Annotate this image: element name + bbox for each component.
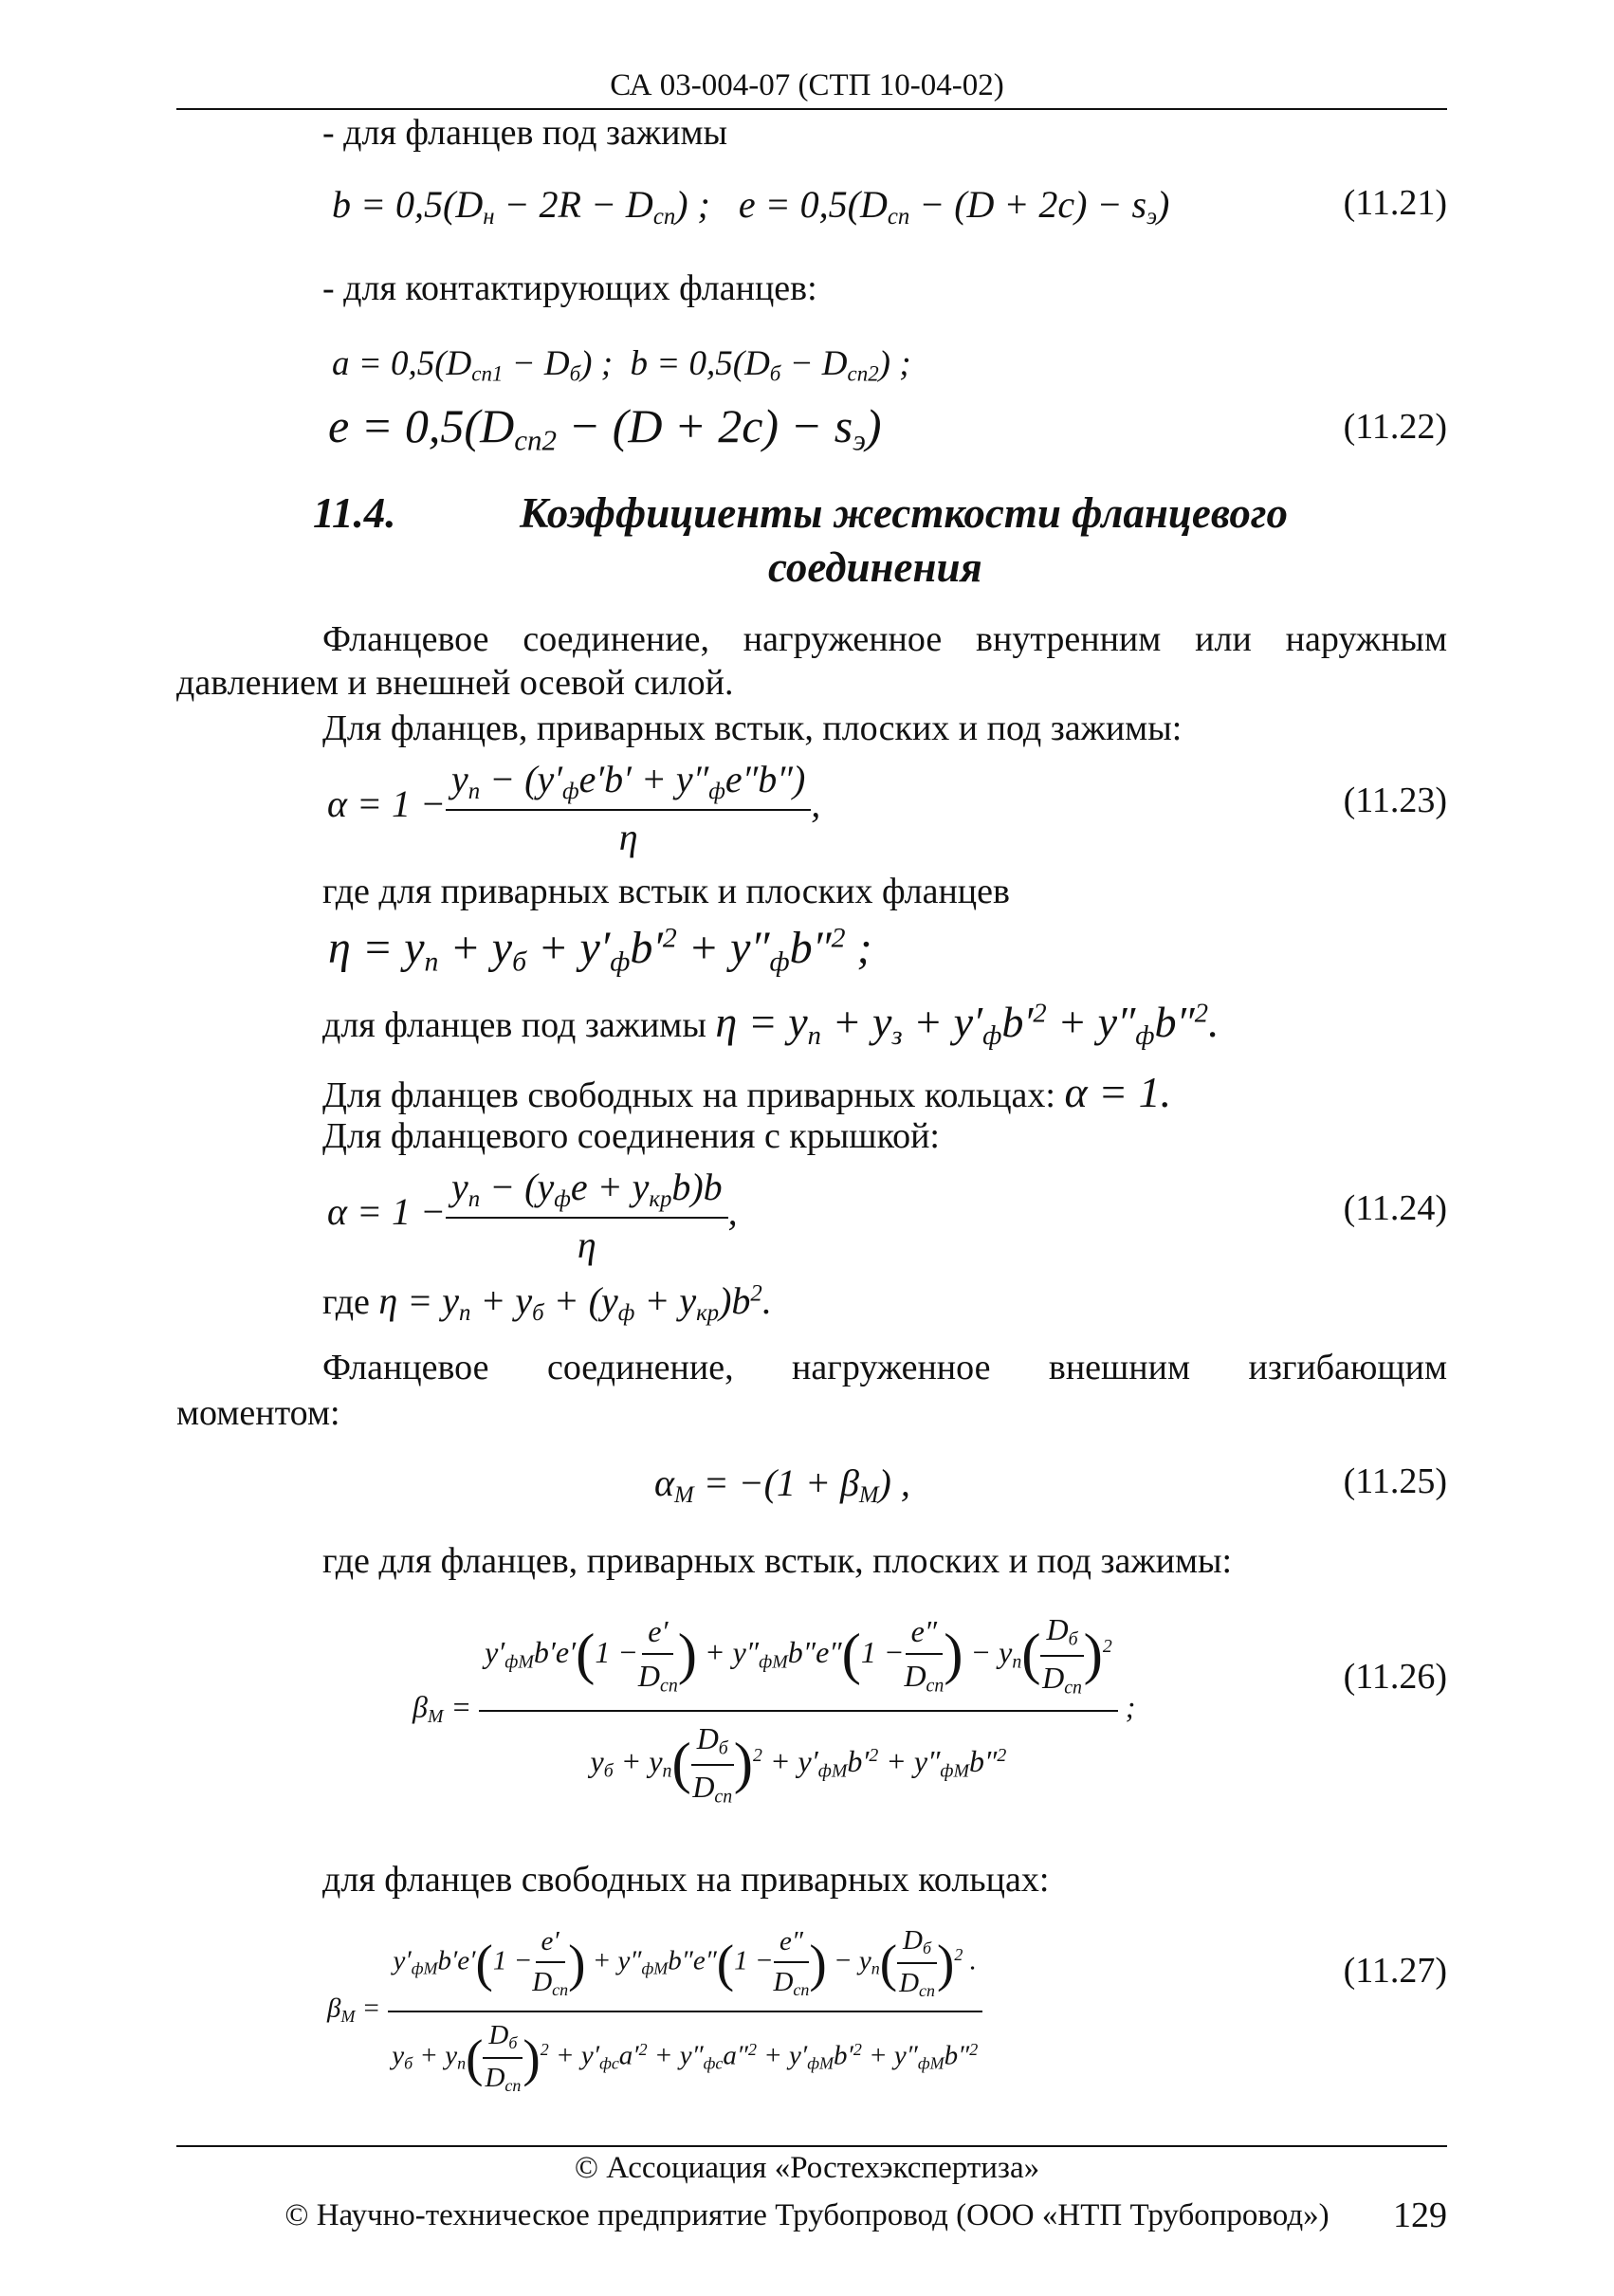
equation-number-11-21: (11.21) — [1343, 183, 1447, 223]
header-rule — [176, 108, 1447, 110]
equation-number-11-24: (11.24) — [1343, 1188, 1447, 1228]
paragraph-1-line1: Фланцевое соединение, нагруженное внутренним или наружным — [322, 619, 1447, 659]
equation-eta-clamp: $\eta = y_п + y_з + y'_фb'^2 + y''_фb''^2$. — [715, 998, 1220, 1051]
paragraph-4-text: для фланцев под зажимы — [322, 1005, 706, 1045]
footer-line-1: © Ассоциация «Ростехэкспертиза» — [574, 2151, 1040, 2185]
paragraph-8-line2: моментом: — [176, 1393, 340, 1433]
paragraph-5 — [322, 1066, 1171, 1118]
equation-number-11-27: (11.27) — [1343, 1951, 1447, 1991]
page-number: 129 — [1393, 2195, 1447, 2235]
equation-number-11-23: (11.23) — [1343, 781, 1447, 820]
footer-line-2: © Научно-техническое предприятие Трубопровод (ООО «НТП Трубопровод») — [284, 2198, 1330, 2232]
footer-rule — [176, 2145, 1447, 2147]
equation-11-22-line2: $e = 0,5(D_{сп2} - (D + 2c) - s_э)$ — [328, 399, 882, 457]
equation-11-23: α = 1 − $\frac{y_п - (y'_фe'b' + y''_фe''b'')}{\eta}$ , — [327, 758, 821, 858]
paragraph-5-text: Для фланцев свободных на приварных кольцах: — [322, 1075, 1055, 1115]
paragraph-7 — [322, 1278, 772, 1328]
paragraph-6: Для фланцевого соединения с крышкой: — [322, 1116, 940, 1156]
equation-number-11-25: (11.25) — [1343, 1461, 1447, 1501]
equation-eta-cover: $\eta = y_п + y_б + (y_ф + y_{кр})b^2$. — [378, 1279, 772, 1326]
equation-eta-welded: $\eta = y_п + y_б + y'_фb'^2 + y''_фb''^2$ ; — [328, 922, 872, 978]
paragraph-2: Для фланцев, приварных встык, плоских и под зажимы: — [322, 708, 1183, 748]
equation-11-26: $\beta_М$ = $y'_{фМ}b'e'(1$ − $\frac{e'}{D_{сп}}$ ) + $y''_{фМ}b''e''(1$ − $\frac{e''}{D_{сп}}$ ) − $y_п$( $\frac{D_б}{D_{сп}}$ )$^2$ $y_б + y_п$( $\frac{D_б}{D_{сп}}$ )$^2 + y'_{фМ}b'^2 + y''_{фМ}b''^2$ ; — [413, 1612, 1136, 1808]
page-header: СА 03-004-07 (СТП 10-04-02) — [610, 68, 1004, 102]
section-number: 11.4. — [313, 489, 396, 537]
paragraph-1-line2: давлением и внешней осевой силой. — [176, 663, 734, 703]
paragraph-3: где для приварных встык и плоских фланцев — [322, 872, 1010, 911]
equation-number-11-22: (11.22) — [1343, 407, 1447, 447]
equation-11-27: $\beta_М$ = $y'_{фМ}b'e'(1$ − $\frac{e'}{D_{сп}}$ ) + $y''_{фМ}b''e''(1$ − $\frac{e''}{D_{сп}}$ ) − $y_п$( $\frac{D_б}{D_{сп}}$ )$^2$ . $y_б + y_п$( $\frac{D_б}{D_{сп}}$ )$^2 + y'_{фс}a'^2 + y''_{фс}a''^2 + y'_{фМ}b'^2 + y''_{фМ}b''^2$ — [327, 1925, 982, 2096]
paragraph-9: где для фланцев, приварных встык, плоских и под зажимы: — [322, 1541, 1233, 1581]
equation-11-25: $\alpha_М = -(1 + \beta_М)$ , — [654, 1461, 910, 1508]
equation-11-24: α = 1 − $\frac{y_п - (y_фe + y_{кр}b)b}{\eta}$ , — [327, 1166, 738, 1266]
clamp-flanges-label: - для фланцев под зажимы — [322, 113, 728, 153]
contact-flanges-label: - для контактирующих фланцев: — [322, 268, 817, 308]
equation-11-22-line1: $a = 0,5(D_{сп1} - D_б)$ ; $b = 0,5(D_б - D_{сп2})$ ; — [332, 344, 911, 386]
paragraph-10: для фланцев свободных на приварных кольцах: — [322, 1860, 1050, 1900]
section-title-line1: Коэффициенты жесткости фланцевого — [520, 489, 1288, 537]
paragraph-7-text: где — [322, 1282, 370, 1322]
equation-number-11-26: (11.26) — [1343, 1657, 1447, 1697]
equation-alpha-one: α = 1. — [1064, 1068, 1172, 1116]
section-title-line2: соединения — [768, 543, 982, 591]
paragraph-4 — [322, 996, 1219, 1053]
equation-11-21: $b = 0,5(D_н - 2R - D_{сп})$ ; $e = 0,5(D_{сп} - (D + 2c) - s_э)$ — [332, 183, 1170, 230]
paragraph-8-line1: Фланцевое соединение, нагруженное внешним изгибающим — [322, 1348, 1447, 1387]
